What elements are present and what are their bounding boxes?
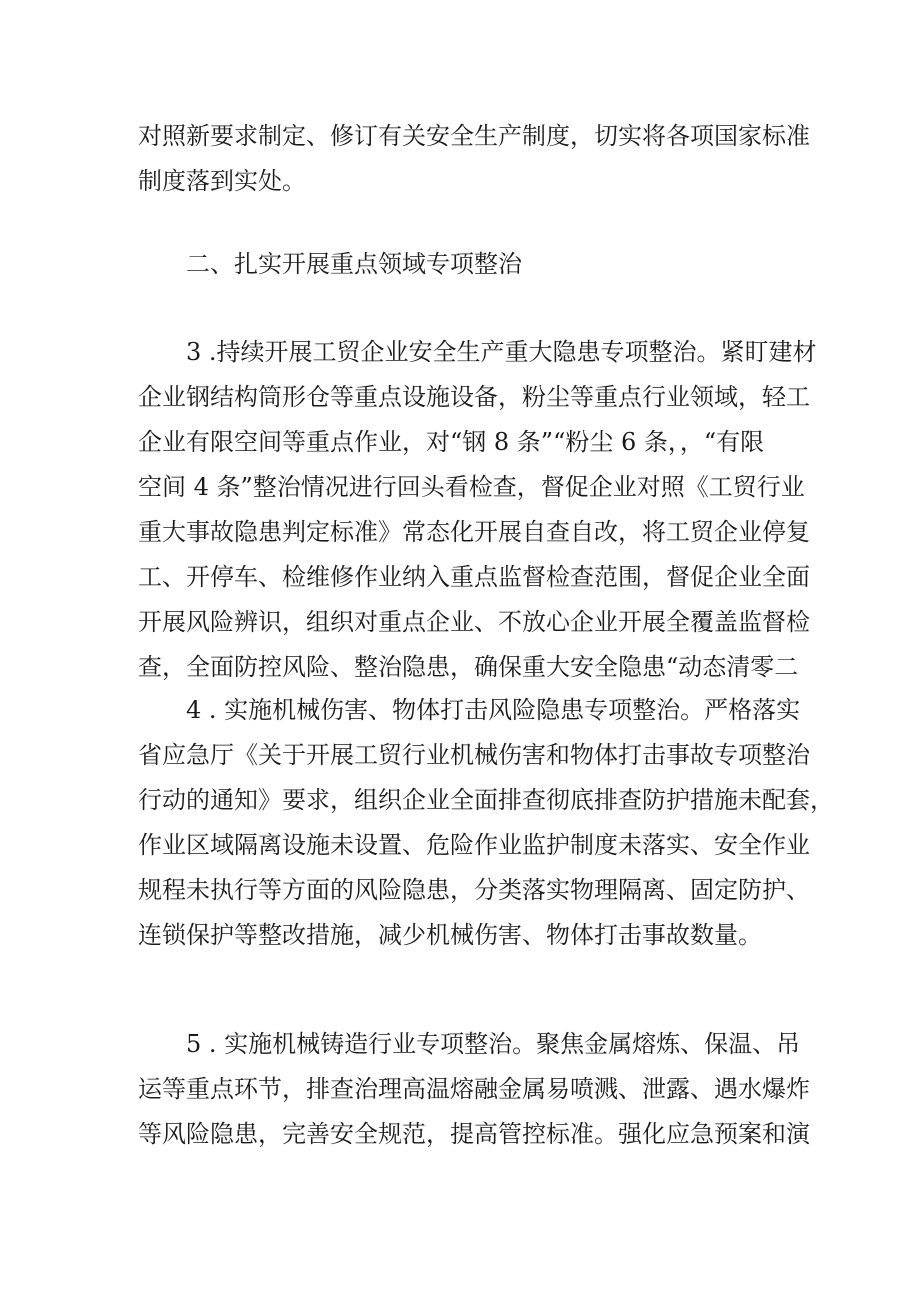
text-line: 制度落到实处。 (138, 167, 306, 195)
text-line: 工、开停车、检维修作业纳入重点监督检查范围，督促企业全面 (138, 563, 810, 591)
section-heading-text: 二、扎实开展重点领域专项整治 (186, 250, 522, 278)
paragraph-item-5 (138, 1022, 810, 1157)
text-line: 重大事故隐患判定标准》常态化开展自查自改，将工贸企业停复 (138, 518, 810, 546)
text-line: 开展风险辨识，组织对重点企业、不放心企业开展全覆盖监督检 (138, 608, 810, 636)
text-line: 作业区域隔离设施未设置、危险作业监护制度未落实、安全作业 (138, 831, 810, 859)
text-line: 对照新要求制定、修订有关安全生产制度，切实将各项国家标准 (138, 122, 810, 150)
section-heading (138, 242, 522, 287)
text-line: 行动的通知》要求，组织企业全面排查彻底排查防护措施未配套， (138, 786, 834, 814)
text-line: 5 . 实施机械铸造行业专项整治。聚焦金属熔炼、保温、吊 (186, 1030, 801, 1058)
paragraph-item-4 (138, 688, 834, 958)
text-line: 等风险隐患，完善安全规范，提高管控标准。强化应急预案和演 (138, 1120, 810, 1148)
text-line: 企业有限空间等重点作业，对“钢 8 条”“粉尘 6 条，，“有限 (138, 428, 765, 456)
text-line: 省应急厅《关于开展工贸行业机械伤害和物体打击事故专项整治 (138, 741, 810, 769)
text-line: 空间 4 条”整治情况进行回头看检查，督促企业对照《工贸行业 (138, 473, 805, 501)
text-line: 3 .持续开展工贸企业安全生产重大隐患专项整治。紧盯建材 (186, 338, 817, 366)
paragraph-item-3 (138, 330, 817, 690)
text-line: 连锁保护等整改措施，减少机械伤害、物体打击事故数量。 (138, 921, 762, 949)
text-line: 查，全面防控风险、整治隐患，确保重大安全隐患“动态清零二 (138, 653, 799, 681)
text-line: 企业钢结构筒形仓等重点设施设备，粉尘等重点行业领域，轻工 (138, 383, 810, 411)
text-line: 规程未执行等方面的风险隐患，分类落实物理隔离、固定防护、 (138, 876, 810, 904)
text-line: 4 . 实施机械伤害、物体打击风险隐患专项整治。严格落实 (186, 696, 801, 724)
text-line: 运等重点环节，排查治理高温熔融金属易喷溅、泄露、遇水爆炸 (138, 1075, 810, 1103)
paragraph-continuation (138, 114, 810, 204)
